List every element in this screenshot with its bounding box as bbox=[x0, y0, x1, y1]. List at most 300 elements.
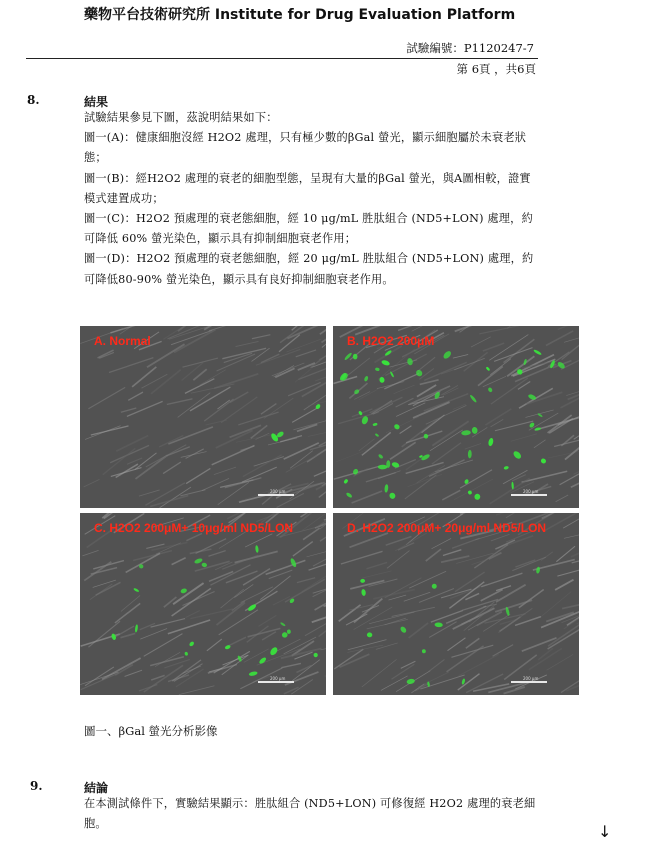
fluorescent-cell bbox=[344, 352, 353, 361]
fluorescent-cell bbox=[393, 423, 400, 430]
fluorescent-cell bbox=[469, 394, 477, 403]
cell-fiber bbox=[219, 610, 258, 635]
cell-fiber bbox=[431, 611, 463, 623]
figure-panel-b bbox=[333, 326, 579, 508]
section-8-number: 8. bbox=[27, 93, 40, 107]
cell-fiber bbox=[313, 585, 326, 597]
cell-fiber bbox=[260, 576, 290, 600]
cell-fiber bbox=[167, 399, 193, 405]
cell-fiber bbox=[314, 464, 326, 476]
cell-fiber bbox=[216, 603, 245, 625]
cell-fiber bbox=[558, 326, 579, 330]
fluorescent-cell bbox=[375, 433, 380, 437]
cell-fiber bbox=[359, 439, 375, 451]
cell-fiber bbox=[230, 425, 261, 437]
cell-fiber bbox=[181, 452, 207, 458]
panel-c-label: C. H2O2 200μM+ 10μg/ml ND5/LON bbox=[94, 521, 294, 535]
cell-fiber bbox=[562, 604, 579, 609]
cell-fiber bbox=[232, 601, 245, 611]
cell-fiber bbox=[384, 373, 419, 388]
fluorescent-cell bbox=[434, 622, 443, 627]
cell-fiber bbox=[573, 460, 579, 475]
fluorescent-cell bbox=[375, 367, 380, 371]
cell-fiber bbox=[85, 667, 114, 686]
cell-fiber bbox=[84, 562, 111, 581]
cell-fiber bbox=[557, 566, 579, 576]
cell-fiber bbox=[82, 550, 98, 556]
cell-fiber bbox=[495, 421, 533, 431]
fluorescent-cell bbox=[360, 579, 365, 583]
cell-fiber bbox=[180, 490, 205, 496]
cell-fiber bbox=[426, 549, 441, 561]
cell-fiber bbox=[222, 348, 266, 358]
fluorescent-cell bbox=[194, 558, 203, 565]
cell-fiber bbox=[460, 513, 475, 514]
cell-fiber bbox=[409, 571, 446, 588]
panel-b-scale-bar bbox=[511, 494, 547, 496]
cell-fiber bbox=[429, 659, 445, 671]
cell-fiber bbox=[359, 389, 378, 399]
cell-fiber bbox=[139, 490, 160, 496]
cell-fiber bbox=[350, 581, 384, 589]
cell-fiber bbox=[547, 654, 574, 670]
cell-fiber bbox=[221, 397, 257, 423]
figure-panel-a bbox=[80, 326, 326, 508]
cell-fiber bbox=[515, 560, 535, 567]
document-header-title: 藥物平台技術研究所 Institute for Drug Evaluation Platform bbox=[84, 7, 516, 23]
cell-fiber bbox=[409, 623, 429, 638]
cell-fiber bbox=[481, 573, 522, 587]
cell-fiber bbox=[252, 335, 270, 339]
cell-fiber bbox=[190, 387, 230, 411]
fluorescent-cell bbox=[180, 588, 187, 594]
cell-fiber bbox=[395, 533, 426, 551]
cell-fiber bbox=[373, 589, 415, 598]
cell-fiber bbox=[362, 571, 391, 578]
cell-fiber bbox=[110, 445, 149, 462]
fluorescent-cell bbox=[135, 624, 139, 632]
cell-fiber bbox=[207, 639, 222, 651]
micrograph-d bbox=[333, 513, 579, 695]
cell-fiber bbox=[159, 435, 183, 447]
fluorescent-cell bbox=[343, 479, 348, 485]
cell-fiber bbox=[394, 385, 415, 394]
fluorescent-cell bbox=[461, 430, 471, 436]
fluorescent-cell bbox=[184, 652, 188, 656]
fluorescent-cell bbox=[133, 588, 139, 593]
cell-fiber bbox=[88, 621, 120, 647]
cell-fiber bbox=[235, 551, 278, 562]
cell-fiber bbox=[377, 382, 404, 389]
cell-fiber bbox=[390, 442, 416, 459]
cell-fiber bbox=[541, 611, 579, 627]
fluorescent-cell bbox=[422, 649, 426, 654]
fluorescent-cell bbox=[111, 633, 117, 641]
fluorescent-cell bbox=[399, 626, 407, 634]
cell-fiber bbox=[120, 633, 135, 637]
cell-fiber bbox=[140, 628, 167, 639]
cell-fiber bbox=[296, 350, 316, 357]
cell-fiber bbox=[321, 333, 326, 342]
cell-fiber bbox=[483, 343, 504, 351]
cell-fiber bbox=[447, 646, 484, 672]
cell-fiber bbox=[554, 439, 579, 447]
cell-fiber bbox=[150, 657, 184, 666]
cell-fiber bbox=[466, 638, 480, 648]
figure-panel-c bbox=[80, 513, 326, 695]
cell-fiber bbox=[147, 344, 185, 367]
fluorescent-cell bbox=[415, 369, 424, 378]
cell-fiber bbox=[307, 548, 326, 557]
cell-fiber bbox=[284, 443, 319, 459]
cell-fiber bbox=[206, 420, 227, 425]
fluorescent-cell bbox=[189, 641, 195, 647]
cell-fiber bbox=[556, 495, 569, 502]
panel-d-label: D. H2O2 200μM+ 20μg/ml ND5/LON bbox=[347, 521, 547, 535]
cell-fiber bbox=[109, 358, 153, 373]
fluorescent-cell bbox=[361, 589, 366, 596]
cell-fiber bbox=[84, 479, 100, 487]
cell-fiber bbox=[405, 475, 437, 499]
text-cursor-mark: ↓ bbox=[598, 822, 612, 841]
cell-fiber bbox=[146, 445, 187, 467]
figure-caption: 圖一、βGal 螢光分析影像 bbox=[84, 724, 218, 738]
fluorescent-cell bbox=[282, 632, 288, 638]
cell-fiber bbox=[102, 658, 141, 679]
cell-fiber bbox=[281, 663, 301, 667]
cell-fiber bbox=[150, 496, 188, 507]
fluorescent-cell bbox=[269, 646, 279, 657]
cell-fiber bbox=[214, 467, 236, 474]
panel-a-scale-text: 200 μm bbox=[270, 489, 286, 494]
cell-fiber bbox=[560, 464, 579, 484]
cell-fiber bbox=[168, 427, 213, 444]
cell-fiber bbox=[398, 543, 414, 550]
fluorescent-cell bbox=[512, 450, 522, 460]
cell-fiber bbox=[151, 370, 181, 394]
cell-fiber bbox=[373, 403, 393, 414]
fluorescent-cell bbox=[364, 375, 369, 381]
cell-fiber bbox=[256, 349, 300, 365]
cell-fiber bbox=[442, 490, 460, 500]
cell-fiber bbox=[178, 393, 211, 418]
cell-fiber bbox=[483, 376, 506, 386]
cell-fiber bbox=[493, 645, 514, 657]
section-8-title: 結果 bbox=[84, 95, 109, 109]
result-item-c: 圖一(C)：H2O2 預處理的衰老態細胞，經 10 μg/mL 胜肽組合 (ND5+LON) 處理，約可降低 60% 螢光染色，顯示具有抑制細胞衰老作用； bbox=[84, 212, 533, 246]
cell-fiber bbox=[420, 380, 439, 385]
cell-fiber bbox=[495, 540, 515, 549]
cell-fiber bbox=[443, 550, 461, 556]
section-9-title: 結論 bbox=[84, 781, 109, 795]
cell-fiber bbox=[223, 655, 249, 665]
cell-fiber bbox=[494, 348, 532, 362]
fluorescent-cell bbox=[381, 359, 390, 366]
panel-c-scale-text: 200 μm bbox=[270, 676, 286, 681]
cell-fiber bbox=[565, 431, 579, 460]
cell-fiber bbox=[96, 582, 121, 595]
cell-fiber bbox=[465, 444, 481, 450]
cell-fiber bbox=[258, 615, 276, 626]
cell-fiber bbox=[186, 468, 210, 483]
cell-fiber bbox=[298, 368, 326, 379]
cell-fiber bbox=[172, 558, 186, 565]
cell-fiber bbox=[81, 673, 119, 690]
fluorescent-cell bbox=[432, 584, 437, 589]
cell-fiber bbox=[168, 620, 210, 634]
cell-fiber bbox=[518, 381, 530, 389]
cell-fiber bbox=[362, 659, 397, 687]
fluorescent-cell bbox=[248, 671, 257, 677]
cell-fiber bbox=[471, 337, 491, 347]
cell-fiber bbox=[349, 533, 388, 547]
fluorescent-cell bbox=[486, 366, 491, 371]
cell-fiber bbox=[234, 584, 253, 597]
cell-fiber bbox=[293, 420, 326, 429]
cell-fiber bbox=[529, 648, 562, 669]
cell-fiber bbox=[400, 426, 412, 434]
cell-fiber bbox=[455, 572, 485, 592]
cell-fiber bbox=[230, 392, 248, 402]
result-item-a: 圖一(A)：健康細胞沒經 H2O2 處理，只有極少數的βGal 螢光，顯示細胞屬於未衰老狀態； bbox=[84, 131, 527, 165]
cell-fiber bbox=[449, 582, 484, 608]
fluorescent-cell bbox=[353, 354, 358, 360]
fluorescent-cell bbox=[487, 387, 493, 393]
cell-fiber bbox=[522, 471, 568, 482]
cell-fiber bbox=[408, 397, 444, 405]
fluorescent-cell bbox=[406, 678, 415, 684]
cell-fiber bbox=[566, 382, 579, 396]
cell-fiber bbox=[392, 607, 435, 616]
cell-fiber bbox=[417, 465, 445, 483]
cell-fiber bbox=[216, 430, 253, 447]
cell-fiber bbox=[325, 405, 326, 421]
cell-fiber bbox=[352, 491, 383, 503]
cell-fiber bbox=[454, 358, 484, 369]
cell-fiber bbox=[420, 675, 464, 689]
cell-fiber bbox=[132, 367, 156, 387]
fluorescent-cell bbox=[471, 427, 477, 434]
fluorescent-cell bbox=[420, 453, 430, 461]
cell-fiber bbox=[319, 350, 326, 360]
cell-fiber bbox=[453, 354, 468, 358]
conclusion-text bbox=[84, 794, 542, 834]
cell-fiber bbox=[121, 408, 136, 412]
fluorescent-cell bbox=[345, 492, 352, 499]
cell-fiber bbox=[209, 326, 227, 331]
cell-fiber bbox=[208, 664, 237, 673]
micrograph-a bbox=[80, 326, 326, 508]
cell-fiber bbox=[546, 331, 573, 346]
cell-fiber bbox=[511, 434, 537, 442]
cell-fiber bbox=[133, 551, 172, 561]
result-item-b: 圖一(B)：經H2O2 處理的衰老的細胞型態，呈現有大量的βGal 螢光，與A圖相較，證實模式建置成功； bbox=[84, 171, 531, 205]
page-number: 第 6頁 ，共6頁 bbox=[456, 62, 536, 76]
cell-fiber bbox=[340, 654, 370, 667]
cell-fiber bbox=[478, 366, 503, 385]
fluorescent-cell bbox=[378, 465, 388, 470]
cell-fiber bbox=[398, 326, 416, 330]
conclusion-paragraph: 在本測試條件下，實驗結果顯示：胜肽組合 (ND5+LON) 可修復經 H2O2 處理的衰老細胞。 bbox=[84, 797, 536, 831]
cell-fiber bbox=[474, 545, 508, 569]
cell-fiber bbox=[261, 404, 277, 415]
cell-fiber bbox=[238, 412, 278, 425]
cell-fiber bbox=[93, 561, 124, 569]
cell-fiber bbox=[386, 417, 419, 433]
cell-fiber bbox=[245, 534, 272, 547]
cell-fiber bbox=[286, 455, 317, 472]
cell-fiber bbox=[370, 397, 403, 413]
fluorescent-cell bbox=[258, 656, 267, 664]
cell-fiber bbox=[555, 580, 573, 590]
cell-fiber bbox=[479, 326, 519, 334]
fluorescent-cell bbox=[391, 461, 400, 468]
cell-fiber bbox=[325, 661, 326, 676]
cell-fiber bbox=[315, 598, 326, 610]
panel-d-scale-bar bbox=[511, 681, 547, 683]
cell-fiber bbox=[534, 440, 546, 448]
cell-fiber bbox=[391, 664, 414, 679]
cell-fiber bbox=[186, 449, 204, 459]
cell-fiber bbox=[163, 326, 191, 339]
fluorescent-cell bbox=[367, 632, 373, 637]
cell-fiber bbox=[167, 447, 190, 456]
cell-fiber bbox=[80, 672, 118, 685]
cell-fiber bbox=[574, 427, 579, 439]
cell-fiber bbox=[302, 567, 326, 591]
cell-fiber bbox=[447, 638, 465, 651]
panel-b-label: B. H2O2 200μM bbox=[347, 334, 435, 348]
cell-fiber bbox=[435, 460, 473, 472]
cell-fiber bbox=[163, 462, 181, 473]
cell-fiber bbox=[121, 595, 140, 611]
cell-fiber bbox=[178, 326, 202, 331]
cell-fiber bbox=[127, 458, 142, 464]
cell-fiber bbox=[293, 542, 313, 556]
cell-fiber bbox=[182, 363, 203, 381]
cell-fiber bbox=[217, 400, 229, 409]
cell-fiber bbox=[120, 326, 144, 334]
cell-fiber bbox=[312, 613, 326, 622]
fluorescent-cell bbox=[255, 545, 259, 553]
panel-a-scale-bar bbox=[258, 494, 294, 496]
cell-fiber bbox=[125, 670, 142, 676]
cell-fiber bbox=[366, 562, 387, 568]
cell-fiber bbox=[310, 440, 326, 450]
panel-b-scale-text: 200 μm bbox=[523, 489, 539, 494]
panel-d-scale-text: 200 μm bbox=[523, 676, 539, 681]
section-9-number: 9. bbox=[30, 779, 43, 793]
micrograph-c bbox=[80, 513, 326, 695]
cell-fiber bbox=[173, 583, 203, 604]
cell-fiber bbox=[217, 354, 256, 371]
cell-fiber bbox=[491, 534, 510, 541]
cell-fiber bbox=[214, 374, 258, 388]
cell-fiber bbox=[179, 686, 215, 695]
cell-fiber bbox=[495, 600, 532, 612]
fluorescent-cell bbox=[533, 349, 542, 356]
cell-fiber bbox=[256, 433, 270, 439]
cell-fiber bbox=[160, 487, 191, 508]
cell-fiber bbox=[454, 479, 493, 499]
fluorescent-cell bbox=[388, 492, 396, 500]
fluorescent-cell bbox=[488, 438, 494, 447]
fluorescent-cell bbox=[287, 629, 291, 634]
figure-panel-d bbox=[333, 513, 579, 695]
cell-fiber bbox=[458, 654, 498, 676]
cell-fiber bbox=[341, 551, 383, 564]
micrograph-b bbox=[333, 326, 579, 508]
header-divider bbox=[26, 58, 538, 59]
fluorescent-cell bbox=[280, 622, 286, 627]
cell-fiber bbox=[196, 539, 227, 554]
cell-fiber bbox=[460, 470, 492, 488]
cell-fiber bbox=[525, 410, 553, 417]
cell-fiber bbox=[540, 592, 571, 618]
cell-fiber bbox=[151, 619, 186, 628]
fluorescent-cell bbox=[378, 453, 384, 459]
cell-fiber bbox=[91, 426, 129, 435]
fluorescent-cell bbox=[442, 350, 452, 360]
cell-fiber bbox=[241, 587, 273, 603]
cell-fiber bbox=[378, 471, 401, 479]
fluorescent-cell bbox=[468, 450, 472, 459]
cell-fiber bbox=[429, 622, 456, 638]
cell-fiber bbox=[208, 551, 225, 557]
cell-fiber bbox=[496, 585, 526, 602]
cell-fiber bbox=[204, 399, 233, 421]
cell-fiber bbox=[451, 645, 493, 657]
result-item-d: 圖一(D)：H2O2 預處理的衰老態細胞，經 20 μg/mL 胜肽組合 (ND5+LON) 處理，約可降低80-90% 螢光染色，顯示具有良好抑制細胞衰老作用。 bbox=[84, 252, 534, 286]
cell-fiber bbox=[210, 565, 250, 585]
results-intro: 試驗結果參見下圖，茲說明結果如下： bbox=[84, 111, 278, 124]
cell-fiber bbox=[116, 436, 148, 452]
fluorescent-cell bbox=[313, 652, 318, 657]
panel-c-scale-bar bbox=[258, 681, 294, 683]
cell-fiber bbox=[432, 538, 452, 548]
cell-fiber bbox=[519, 590, 544, 608]
cell-fiber bbox=[313, 554, 326, 566]
cell-fiber bbox=[88, 387, 125, 408]
fluorescent-cell bbox=[384, 484, 388, 493]
cell-fiber bbox=[548, 627, 579, 649]
cell-fiber bbox=[561, 435, 574, 446]
cell-fiber bbox=[387, 551, 409, 569]
cell-fiber bbox=[564, 530, 579, 539]
cell-fiber bbox=[135, 453, 157, 470]
cell-fiber bbox=[195, 561, 230, 571]
cell-fiber bbox=[452, 538, 479, 548]
fluorescent-cell bbox=[474, 493, 481, 500]
cell-fiber bbox=[297, 578, 315, 583]
fluorescent-cell bbox=[201, 562, 207, 567]
cell-fiber bbox=[369, 612, 414, 624]
cell-fiber bbox=[110, 326, 140, 333]
cell-fiber bbox=[412, 326, 439, 331]
cell-fiber bbox=[541, 552, 553, 561]
cell-fiber bbox=[116, 464, 138, 477]
panel-a-label: A. Normal bbox=[94, 334, 151, 348]
cell-fiber bbox=[496, 586, 511, 591]
cell-fiber bbox=[240, 446, 254, 450]
cell-fiber bbox=[285, 579, 325, 602]
cell-fiber bbox=[352, 409, 373, 417]
cell-fiber bbox=[320, 326, 326, 334]
fluorescent-cell bbox=[423, 433, 428, 439]
cell-fiber bbox=[490, 359, 511, 375]
cell-fiber bbox=[308, 428, 326, 436]
cell-fiber bbox=[498, 608, 532, 632]
